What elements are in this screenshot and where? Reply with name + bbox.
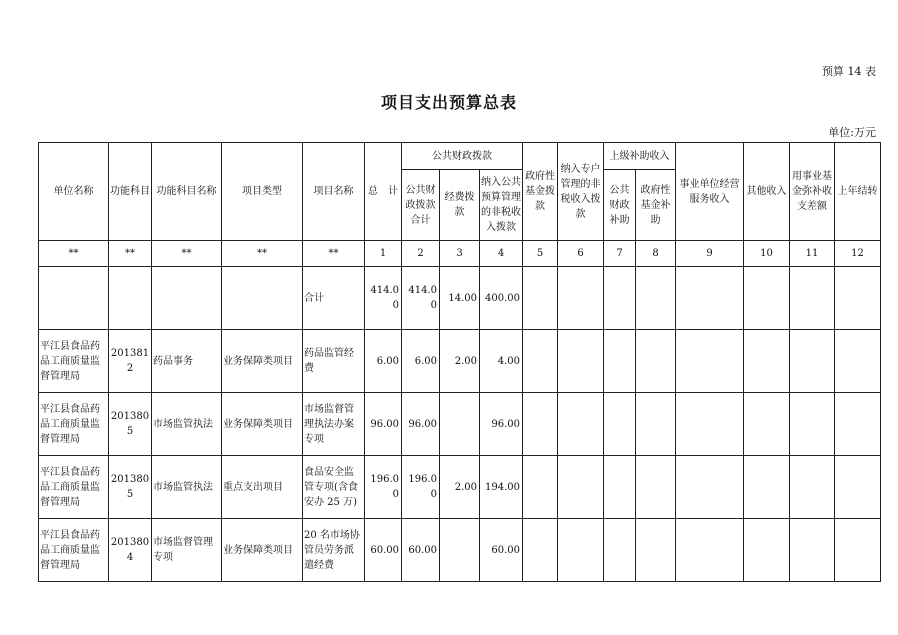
total-row: [39, 267, 881, 330]
index-cell: **: [152, 241, 222, 267]
header-public-finance: 公共财政拨款: [402, 143, 523, 170]
index-cell: **: [109, 241, 152, 267]
header-total: 总 计: [365, 143, 402, 241]
name-cell: 药品监管经费: [303, 330, 365, 393]
table-row: [39, 456, 881, 519]
unit-cell: 平江县食品药品工商质量监督管理局: [39, 456, 109, 519]
func-cell: 市场监管执法: [152, 456, 222, 519]
header-fund-make-up: 用事业基金弥补收支差额: [790, 143, 835, 241]
pf-total-cell: 196.00: [402, 456, 440, 519]
func-cell: 市场监管执法: [152, 393, 222, 456]
table-row: [39, 393, 881, 456]
fee-cell: 2.00: [440, 330, 480, 393]
total-nontax: 400.00: [480, 267, 523, 330]
index-cell: 3: [440, 241, 480, 267]
index-cell: 7: [604, 241, 636, 267]
nontax-cell: 194.00: [480, 456, 523, 519]
header-func-code: 功能科目: [109, 143, 152, 241]
header-other: 其他收入: [744, 143, 790, 241]
unit-label: 单位:万元: [828, 126, 876, 139]
table-row: [39, 330, 881, 393]
header-upper-fund: 政府性基金补助: [636, 170, 676, 241]
func-cell: 药品事务: [152, 330, 222, 393]
form-number: 预算 14 表: [822, 65, 876, 78]
code-cell: 2013805: [109, 393, 152, 456]
index-cell: 10: [744, 241, 790, 267]
header-special-nontax: 纳入专户管理的非税收入拨款: [558, 143, 604, 241]
name-cell: 食品安全监管专项(含食安办 25 万): [303, 456, 365, 519]
unit-cell: 平江县食品药品工商质量监督管理局: [39, 393, 109, 456]
index-cell: 6: [558, 241, 604, 267]
table-row: [39, 519, 881, 582]
index-cell: 8: [636, 241, 676, 267]
name-cell: 20 名市场协管员劳务派遣经费: [303, 519, 365, 582]
index-cell: 11: [790, 241, 835, 267]
func-cell: 市场监督管理专项: [152, 519, 222, 582]
type-cell: 业务保障类项目: [222, 519, 303, 582]
name-cell: 市场监督管理执法办案专项: [303, 393, 365, 456]
header-proj-name: 项目名称: [303, 143, 365, 241]
total-label: 合计: [303, 267, 365, 330]
header-pf-nontax: 纳入公共预算管理的非税收入拨款: [480, 170, 523, 241]
total-cell: 196.00: [365, 456, 402, 519]
pf-total-cell: 60.00: [402, 519, 440, 582]
header-fee: 经费拨款: [440, 170, 480, 241]
header-proj-type: 项目类型: [222, 143, 303, 241]
header-unit-name: 单位名称: [39, 143, 109, 241]
code-cell: 2013812: [109, 330, 152, 393]
index-cell: 9: [676, 241, 744, 267]
type-cell: 业务保障类项目: [222, 393, 303, 456]
header-upper: 上级补助收入: [604, 143, 676, 170]
nontax-cell: 96.00: [480, 393, 523, 456]
fee-cell: [440, 519, 480, 582]
nontax-cell: 60.00: [480, 519, 523, 582]
header-row-1: [39, 143, 881, 170]
pf-total-cell: 96.00: [402, 393, 440, 456]
header-pf-total: 公共财政拨款合计: [402, 170, 440, 241]
total-pf-total: 414.00: [402, 267, 440, 330]
total-cell: 96.00: [365, 393, 402, 456]
index-cell: 2: [402, 241, 440, 267]
page-title: 项目支出预算总表: [380, 93, 517, 112]
total-cell: 60.00: [365, 519, 402, 582]
type-cell: 业务保障类项目: [222, 330, 303, 393]
budget-table: [38, 142, 881, 582]
type-cell: 重点支出项目: [222, 456, 303, 519]
unit-cell: 平江县食品药品工商质量监督管理局: [39, 519, 109, 582]
index-cell: 1: [365, 241, 402, 267]
index-cell: **: [222, 241, 303, 267]
total-cell: 6.00: [365, 330, 402, 393]
header-upper-public: 公共财政补助: [604, 170, 636, 241]
total-total: 414.00: [365, 267, 402, 330]
header-business: 事业单位经营服务收入: [676, 143, 744, 241]
fee-cell: 2.00: [440, 456, 480, 519]
header-func-name: 功能科目名称: [152, 143, 222, 241]
index-cell: **: [303, 241, 365, 267]
index-cell: 5: [523, 241, 558, 267]
nontax-cell: 4.00: [480, 330, 523, 393]
fee-cell: [440, 393, 480, 456]
index-cell: 12: [835, 241, 881, 267]
index-cell: 4: [480, 241, 523, 267]
index-row: [39, 241, 881, 267]
header-gov-fund: 政府性基金拨款: [523, 143, 558, 241]
unit-cell: 平江县食品药品工商质量监督管理局: [39, 330, 109, 393]
header-carryover: 上年结转: [835, 143, 881, 241]
code-cell: 2013804: [109, 519, 152, 582]
total-fee: 14.00: [440, 267, 480, 330]
index-cell: **: [39, 241, 109, 267]
code-cell: 2013805: [109, 456, 152, 519]
pf-total-cell: 6.00: [402, 330, 440, 393]
